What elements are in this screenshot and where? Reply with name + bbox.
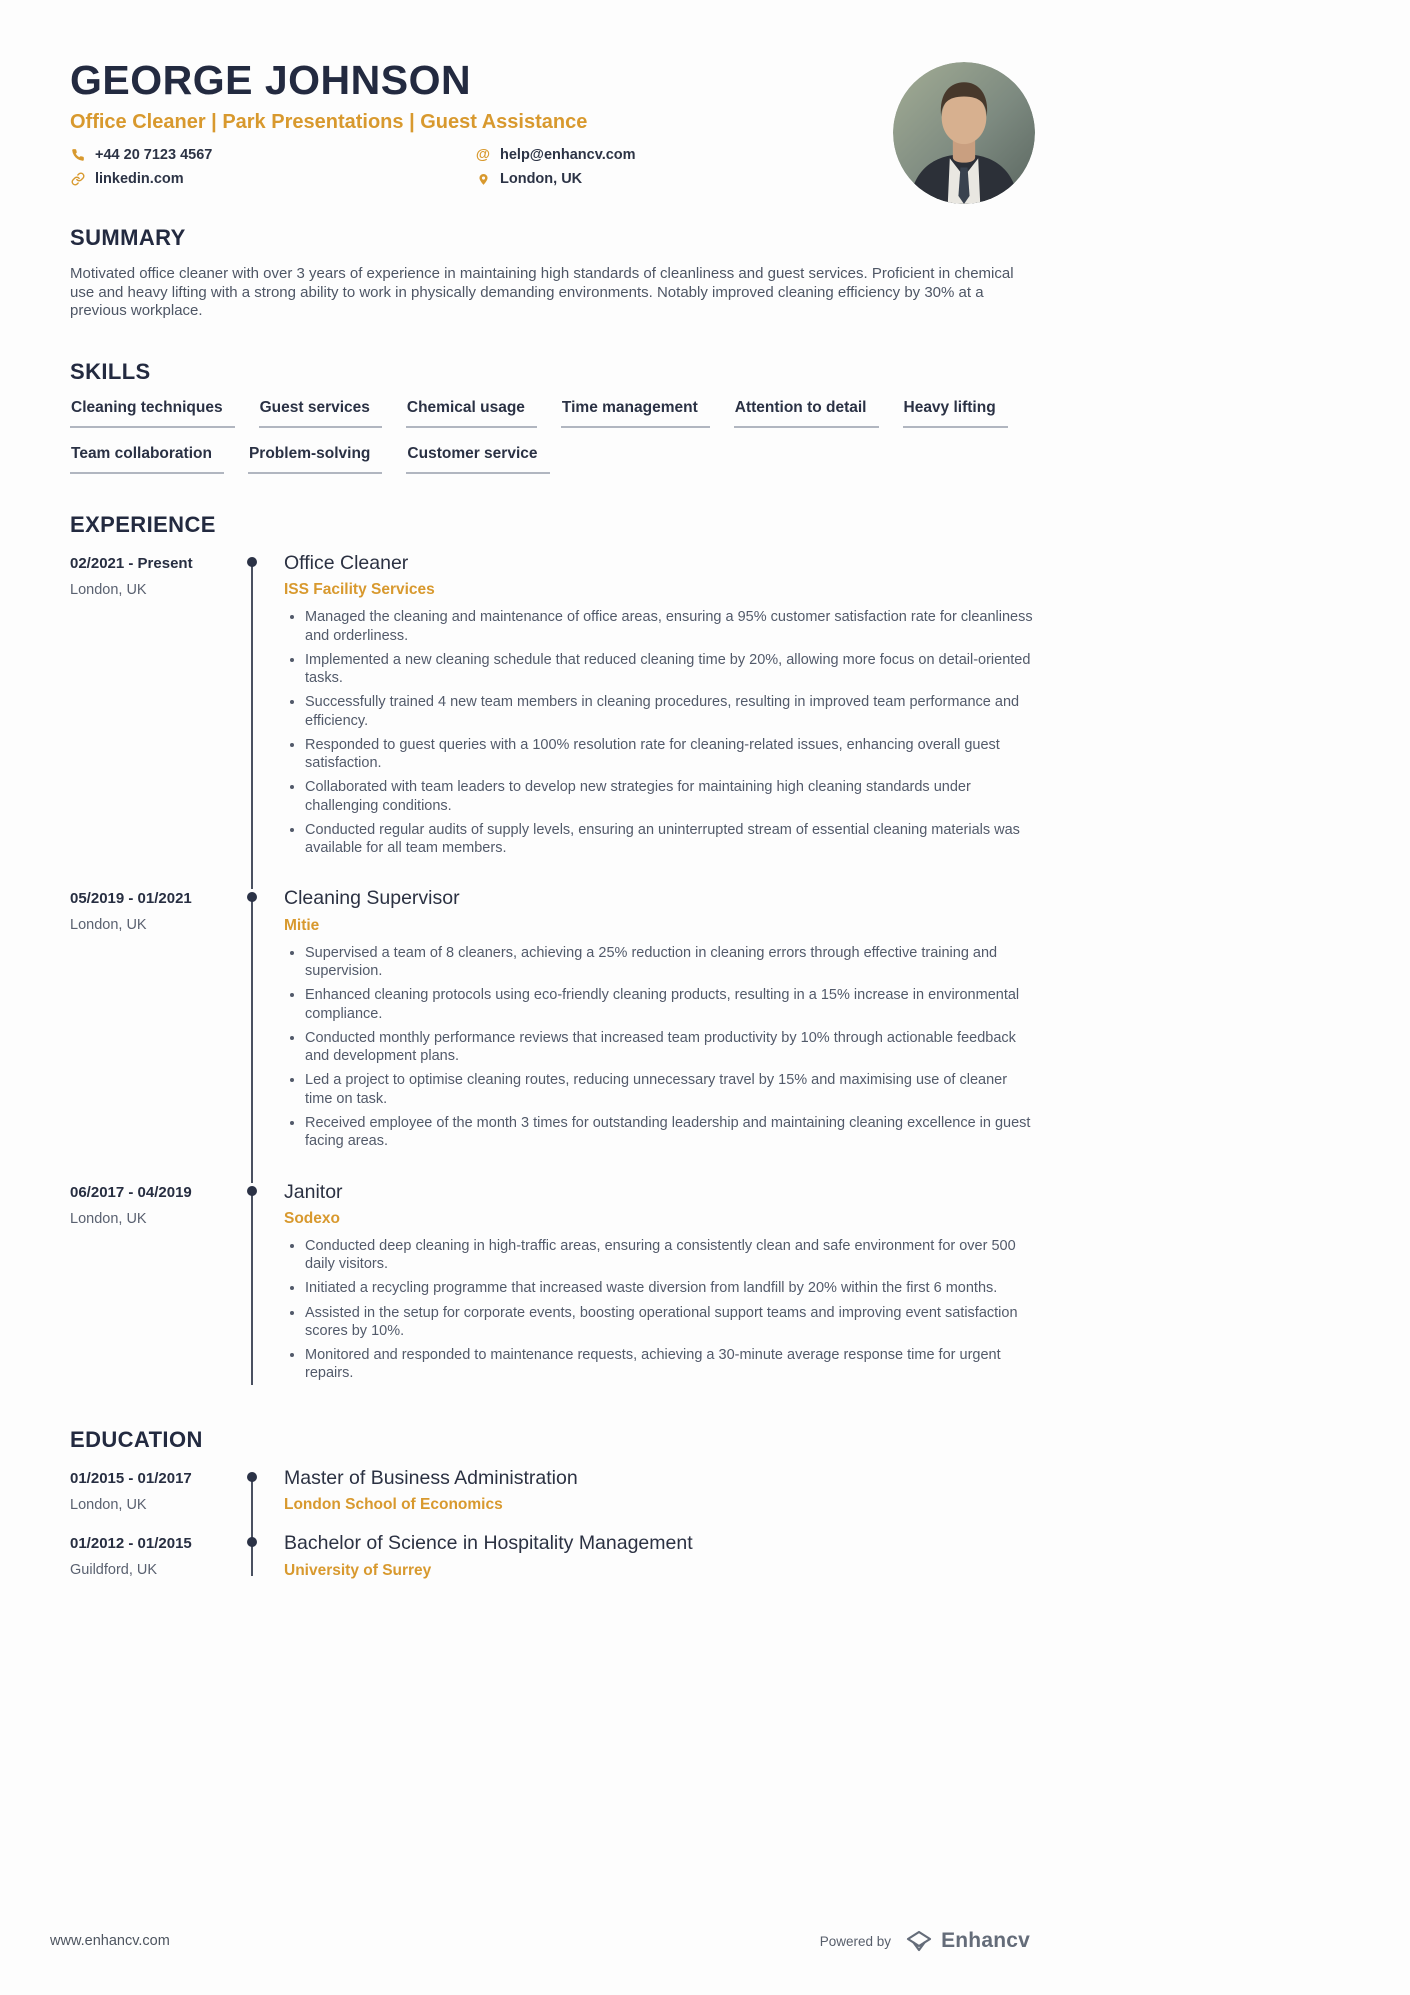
job-title: Cleaning Supervisor xyxy=(284,887,460,910)
entry-body xyxy=(284,887,1035,1156)
bullet-item: • Implemented a new cleaning schedule that reduced cleaning time by 20%, allowing more focus on detail-oriented tasks. xyxy=(305,651,1035,688)
bullet-item: • Conducted monthly performance reviews that increased team productivity by 10% through actionable feedback and development plans. xyxy=(305,1029,1035,1066)
job-title: Janitor xyxy=(284,1180,343,1203)
experience-entry xyxy=(70,1181,1035,1389)
bullet-item: • Initiated a recycling programme that increased waste diversion from landfill by 20% within the first 6 months. xyxy=(305,1279,1035,1297)
degree-title: Master of Business Administration xyxy=(284,1466,578,1489)
entry-location: London, UK xyxy=(70,1496,147,1513)
skill-tag: Chemical usage xyxy=(406,399,537,428)
skill-tag: Cleaning techniques xyxy=(70,399,235,428)
bullet-item: • Assisted in the setup for corporate events, boosting operational support teams and improving event satisfaction scores by 10%. xyxy=(305,1304,1035,1341)
phone-number: +44 20 7123 4567 xyxy=(95,147,213,164)
entry-location: London, UK xyxy=(70,917,147,934)
school-name: London School of Economics xyxy=(284,1496,503,1514)
entry-meta xyxy=(70,1532,230,1579)
location-pin-icon xyxy=(475,172,491,187)
education-heading: EDUCATION xyxy=(70,1426,203,1452)
education-entry xyxy=(70,1467,1035,1514)
profile-photo xyxy=(893,62,1035,204)
timeline-marker xyxy=(230,1532,284,1579)
entry-body xyxy=(284,1467,1035,1514)
bullet-item: • Monitored and responded to maintenance requests, achieving a 30-minute average response time for urgent repairs. xyxy=(305,1346,1035,1383)
skill-tag: Heavy lifting xyxy=(903,399,1008,428)
entry-body xyxy=(284,1181,1035,1389)
contact-phone[interactable] xyxy=(70,147,475,163)
entry-meta xyxy=(70,552,230,864)
skills-heading: SKILLS xyxy=(70,358,151,384)
page-footer xyxy=(50,1929,1030,1953)
bullet-list xyxy=(284,608,1035,857)
job-title: Office Cleaner xyxy=(284,551,409,574)
degree-title: Bachelor of Science in Hospitality Management xyxy=(284,1532,693,1555)
skill-tag: Team collaboration xyxy=(70,445,224,474)
powered-by-block[interactable] xyxy=(820,1929,1030,1953)
timeline-marker xyxy=(230,1467,284,1514)
bullet-item: • Successfully trained 4 new team members in cleaning procedures, resulting in improved team performance and efficiency. xyxy=(305,693,1035,730)
entry-dates: 05/2019 - 01/2021 xyxy=(70,890,192,908)
link-icon xyxy=(70,172,86,186)
entry-body xyxy=(284,1532,1035,1579)
candidate-name: GEORGE JOHNSON xyxy=(70,57,472,103)
experience-entry xyxy=(70,887,1035,1156)
bullet-item: • Collaborated with team leaders to develop new strategies for maintaining high cleaning standards under challenging conditions. xyxy=(305,778,1035,815)
contact-linkedin[interactable] xyxy=(70,171,475,187)
experience-entry xyxy=(70,552,1035,864)
location-text: London, UK xyxy=(500,171,583,188)
company-name: Mitie xyxy=(284,916,320,934)
education-section xyxy=(70,1427,1035,1580)
timeline-marker xyxy=(230,1181,284,1389)
profile-photo-image xyxy=(893,62,1035,204)
bullet-item: • Managed the cleaning and maintenance of office areas, ensuring a 95% customer satisfaction rate for cleanliness and orderliness. xyxy=(305,608,1035,645)
timeline-marker xyxy=(230,552,284,864)
timeline-marker xyxy=(230,887,284,1156)
phone-icon xyxy=(70,148,86,162)
skill-tag: Guest services xyxy=(259,399,382,428)
skills-list xyxy=(70,399,1035,474)
entry-dates: 06/2017 - 04/2019 xyxy=(70,1183,192,1201)
bullet-list xyxy=(284,944,1035,1151)
entry-location: London, UK xyxy=(70,581,147,598)
bullet-item: • Led a project to optimise cleaning routes, reducing unnecessary travel by 15% and maximising use of cleaner time on task. xyxy=(305,1071,1035,1108)
bullet-item: • Conducted regular audits of supply levels, ensuring an uninterrupted stream of essential cleaning materials was available for all team members. xyxy=(305,821,1035,858)
skill-tag: Customer service xyxy=(406,445,549,474)
entry-meta xyxy=(70,887,230,1156)
resume-header xyxy=(70,58,1035,187)
headline: Office Cleaner | Park Presentations | Guest Assistance xyxy=(70,111,588,134)
summary-text: Motivated office cleaner with over 3 years of experience in maintaining high standards of cleanliness and guest services. Proficient in chemical use and heavy lifting with a strong ability to work in physically demanding environments. Notably improved cleaning efficiency by 30% at a previous workplace. xyxy=(70,265,1014,320)
enhancv-logo-icon xyxy=(905,1929,933,1953)
skill-tag: Attention to detail xyxy=(734,399,879,428)
company-name: ISS Facility Services xyxy=(284,581,435,599)
company-name: Sodexo xyxy=(284,1209,340,1227)
footer-website-link[interactable]: www.enhancv.com xyxy=(50,1933,170,1949)
bullet-item: • Conducted deep cleaning in high-traffic areas, ensuring a consistently clean and safe environment for over 500 daily visitors. xyxy=(305,1237,1035,1274)
email-icon: @ xyxy=(475,147,491,164)
bullet-list xyxy=(284,1237,1035,1383)
enhancv-brand xyxy=(905,1929,1030,1953)
bullet-item: • Supervised a team of 8 cleaners, achieving a 25% reduction in cleaning errors through effective training and supervision. xyxy=(305,944,1035,981)
entry-dates: 01/2015 - 01/2017 xyxy=(70,1469,192,1487)
enhancv-wordmark: Enhancv xyxy=(941,1929,1030,1952)
email-address: help@enhancv.com xyxy=(500,147,636,164)
skill-tag: Problem-solving xyxy=(248,445,382,474)
summary-section xyxy=(70,225,1035,321)
powered-by-label: Powered by xyxy=(819,1933,892,1949)
summary-heading: SUMMARY xyxy=(70,225,186,251)
entry-location: Guildford, UK xyxy=(70,1562,158,1579)
education-entry xyxy=(70,1532,1035,1579)
entry-body xyxy=(284,552,1035,864)
linkedin-url: linkedin.com xyxy=(95,171,184,188)
experience-section xyxy=(70,512,1035,1389)
experience-heading: EXPERIENCE xyxy=(70,511,216,537)
entry-dates: 01/2012 - 01/2015 xyxy=(70,1535,192,1553)
bullet-item: • Responded to guest queries with a 100% resolution rate for cleaning-related issues, enhancing overall guest satisfaction. xyxy=(305,736,1035,773)
skill-tag: Time management xyxy=(561,399,710,428)
bullet-item: • Received employee of the month 3 times for outstanding leadership and maintaining cleaning excellence in guest facing areas. xyxy=(305,1114,1035,1151)
contact-info xyxy=(70,147,1035,187)
entry-meta xyxy=(70,1467,230,1514)
school-name: University of Surrey xyxy=(284,1561,432,1579)
entry-meta xyxy=(70,1181,230,1389)
entry-dates: 02/2021 - Present xyxy=(70,554,193,572)
entry-location: London, UK xyxy=(70,1210,147,1227)
skills-section xyxy=(70,359,1035,474)
bullet-item: • Enhanced cleaning protocols using eco-friendly cleaning products, resulting in a 15% increase in environmental compliance. xyxy=(305,986,1035,1023)
